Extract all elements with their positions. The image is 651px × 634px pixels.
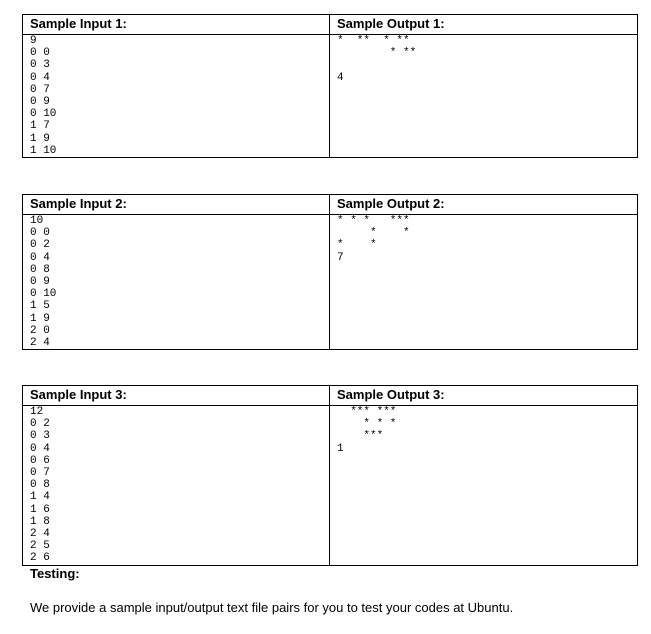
sample-output-2-text: * * * *** * * * * 7 bbox=[337, 215, 410, 264]
sample-input-3-cell bbox=[23, 406, 330, 566]
sample-input-1-text: 9 0 0 0 3 0 4 0 7 0 9 0 10 1 7 1 9 1 10 bbox=[30, 35, 57, 157]
sample-input-1-header: Sample Input 1: bbox=[23, 15, 330, 35]
sample-input-2-header: Sample Input 2: bbox=[23, 195, 330, 215]
sample-output-2-cell bbox=[330, 215, 638, 350]
testing-description: We provide a sample input/output text file pairs for you to test your codes at Ubuntu. bbox=[30, 600, 514, 615]
sample-output-3-header: Sample Output 3: bbox=[330, 386, 638, 406]
sample-input-2-cell bbox=[23, 215, 330, 350]
sample-input-2-text: 10 0 0 0 2 0 4 0 8 0 9 0 10 1 5 1 9 2 0 2 4 bbox=[30, 215, 57, 350]
sample-output-3-cell bbox=[330, 406, 638, 566]
sample-table-2 bbox=[22, 194, 638, 350]
sample-output-1-cell bbox=[330, 35, 638, 158]
sample-table-3 bbox=[22, 385, 638, 566]
sample-table-1 bbox=[22, 14, 638, 158]
sample-input-3-header: Sample Input 3: bbox=[23, 386, 330, 406]
sample-output-1-text: * ** * ** * ** 4 bbox=[337, 35, 417, 84]
testing-heading: Testing: bbox=[30, 566, 80, 581]
sample-input-1-cell bbox=[23, 35, 330, 158]
sample-output-3-text: *** *** * * * *** 1 bbox=[337, 406, 397, 455]
sample-output-2-header: Sample Output 2: bbox=[330, 195, 638, 215]
sample-input-3-text: 12 0 2 0 3 0 4 0 6 0 7 0 8 1 4 1 6 1 8 2 4 2 5 2 6 bbox=[30, 406, 50, 565]
sample-output-1-header: Sample Output 1: bbox=[330, 15, 638, 35]
